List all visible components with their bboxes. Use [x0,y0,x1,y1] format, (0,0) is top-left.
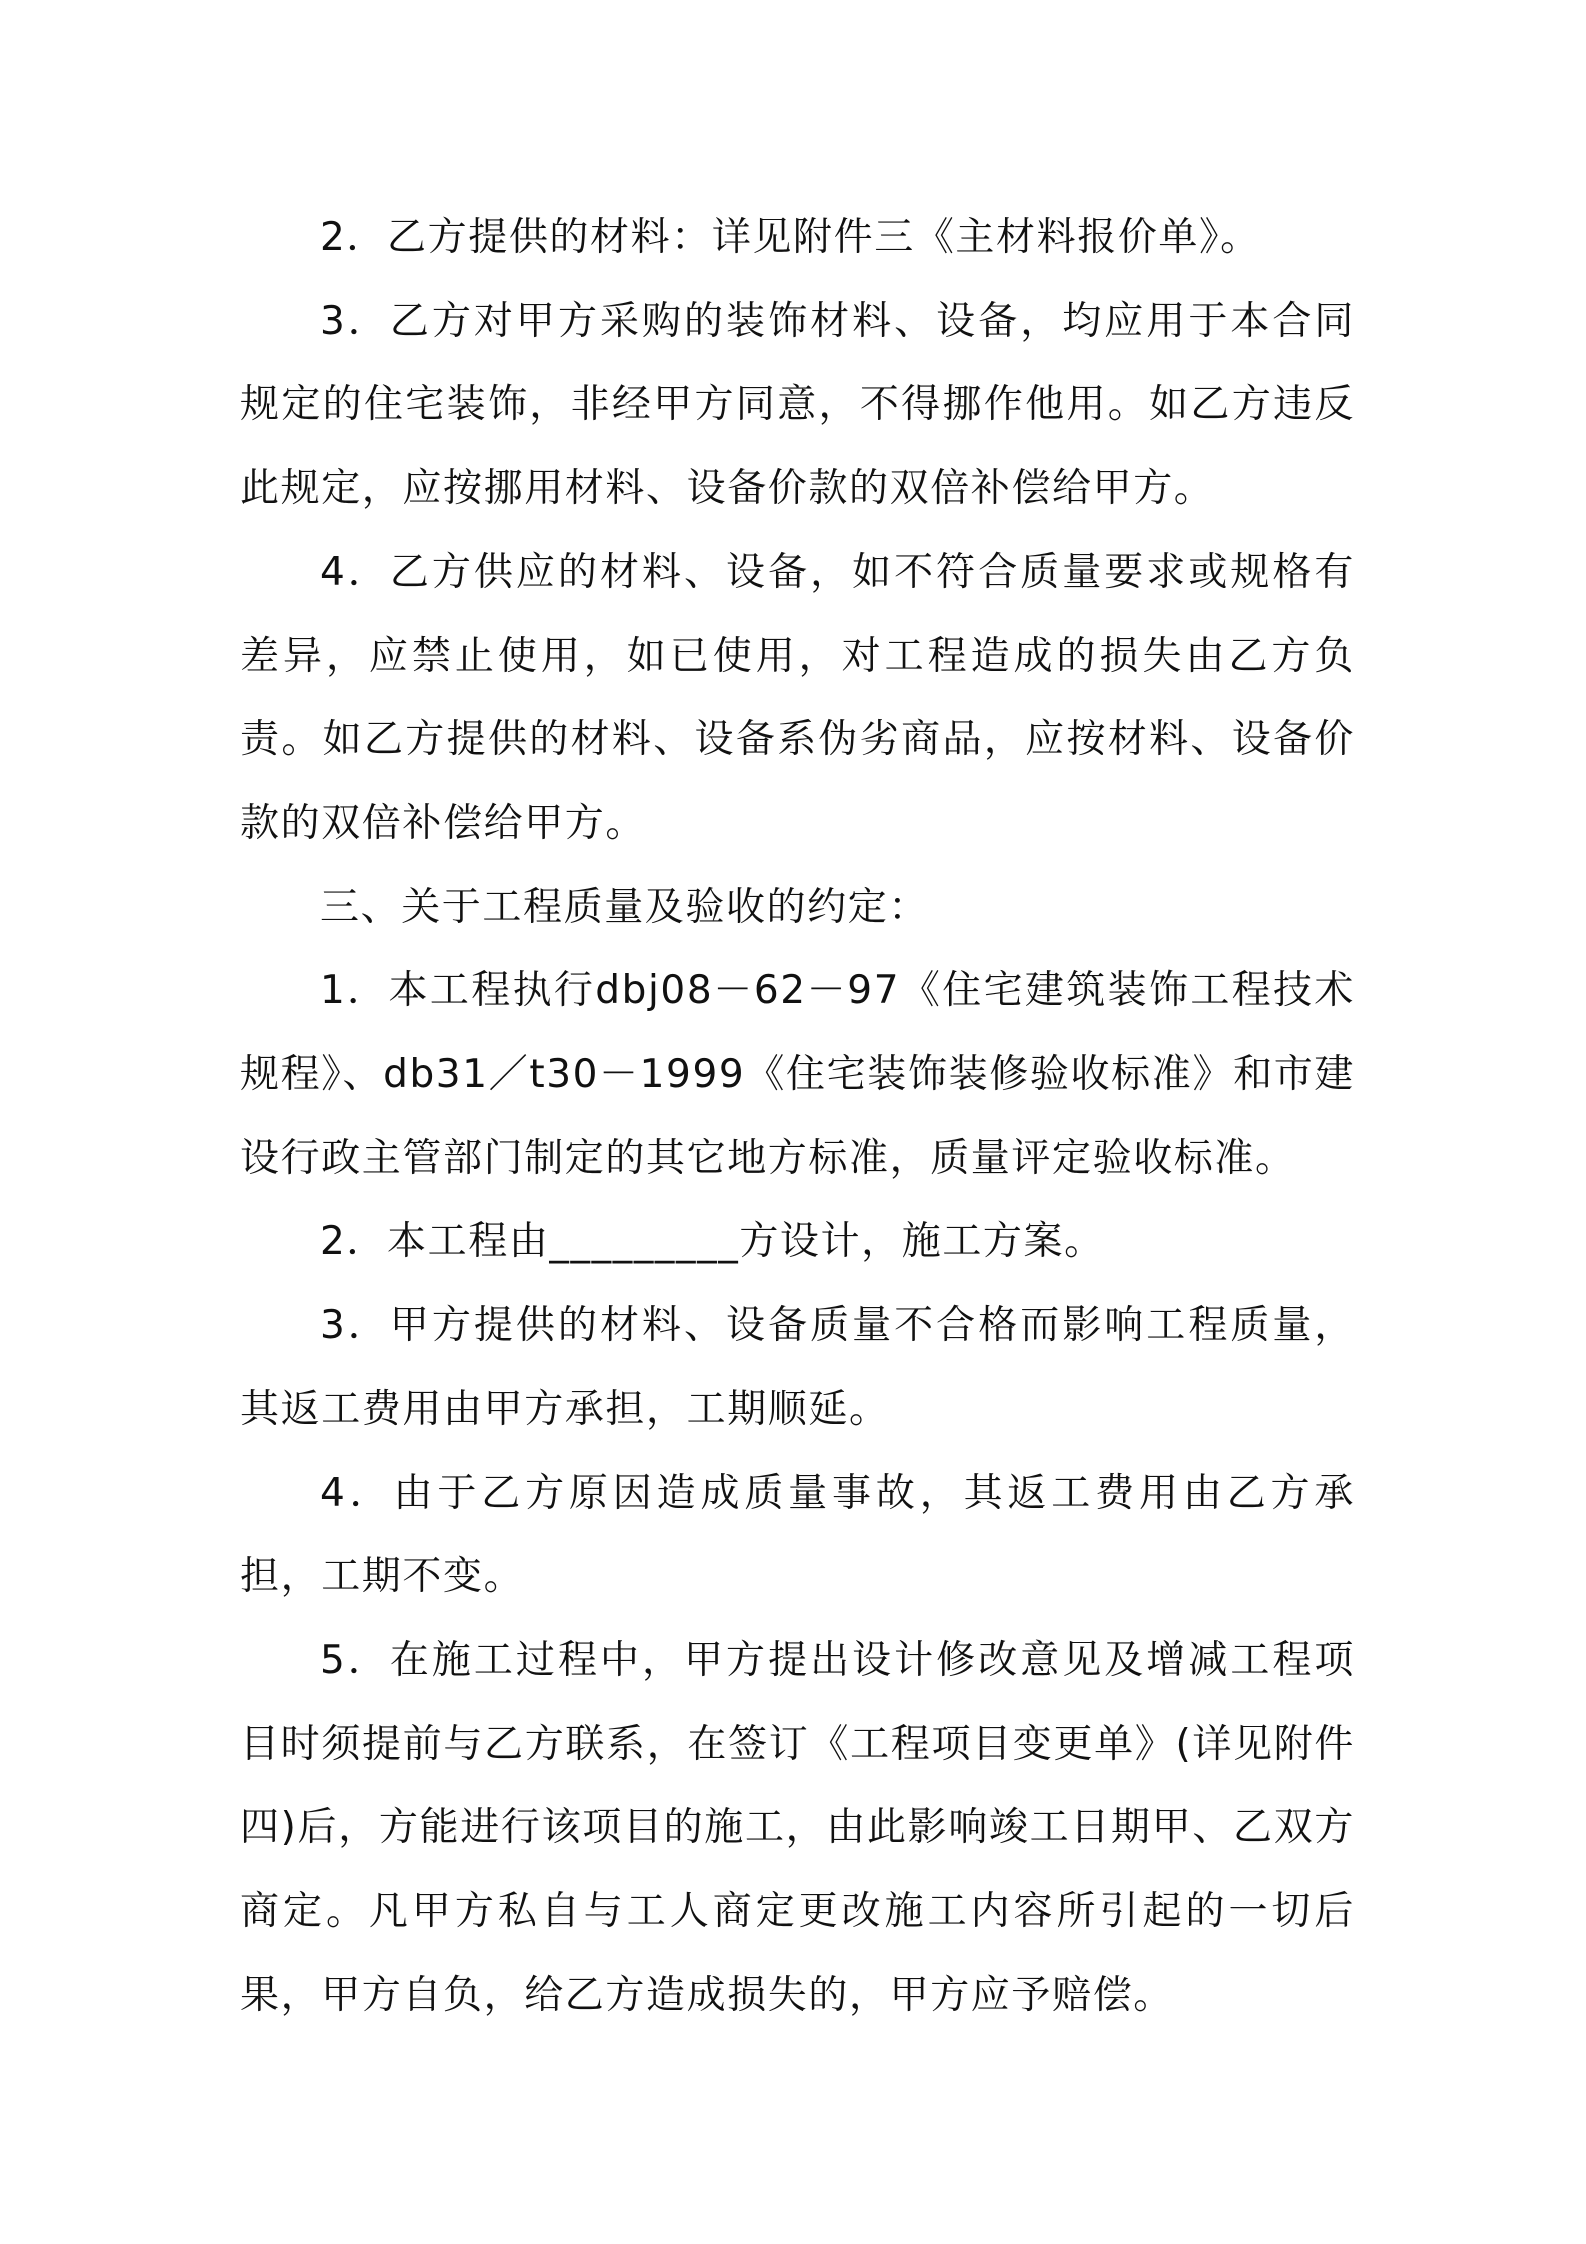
paragraph-contractor-quality-accident: 4．由于乙方原因造成质量事故，其返工费用由乙方承担，工期不变。 [240,1470,1355,1600]
paragraph-owner-materials-defect: 3．甲方提供的材料、设备质量不合格而影响工程质量，其返工费用由甲方承担，工期顺延。 [240,1303,1355,1432]
paragraph-materials-use: 3．乙方对甲方采购的装饰材料、设备，均应用于本合同规定的住宅装饰，非经甲方同意，不得挪作他用。如乙方违反此规定，应按挪用材料、设备价款的双倍补偿给甲方。 [240,298,1355,512]
section-heading-quality-acceptance: 三、关于工程质量及验收的约定： [320,884,930,930]
paragraph-design-changes: 5．在施工过程中，甲方提出设计修改意见及增减工程项目时须提前与乙方联系，在签订《工程项目变更单》(详见附件四)后，方能进行该项目的施工，由此影响竣工日期甲、乙双方商定。凡甲方私自与工人商定更改施工内容所引起的一切后果，甲方自负，给乙方造成损失的，甲方应予赔偿。 [240,1637,1355,2018]
paragraph-design: 2．本工程由_________方设计，施工方案。 [320,1219,1105,1265]
paragraph-materials-quality: 4．乙方供应的材料、设备，如不符合质量要求或规格有差异，应禁止使用，如已使用，对工程造成的损失由乙方负责。如乙方提供的材料、设备系伪劣商品，应按材料、设备价款的双倍补偿给甲方。 [240,549,1355,846]
document-body [240,196,1355,2037]
paragraph-standards: 1．本工程执行dbj08－62－97《住宅建筑装饰工程技术规程》、db31／t30－1999《住宅装饰装修验收标准》和市建设行政主管部门制定的其它地方标准，质量评定验收标准。 [240,968,1355,1181]
paragraph-materials-supplied: 2．乙方提供的材料：详见附件三《主材料报价单》。 [320,215,1261,260]
